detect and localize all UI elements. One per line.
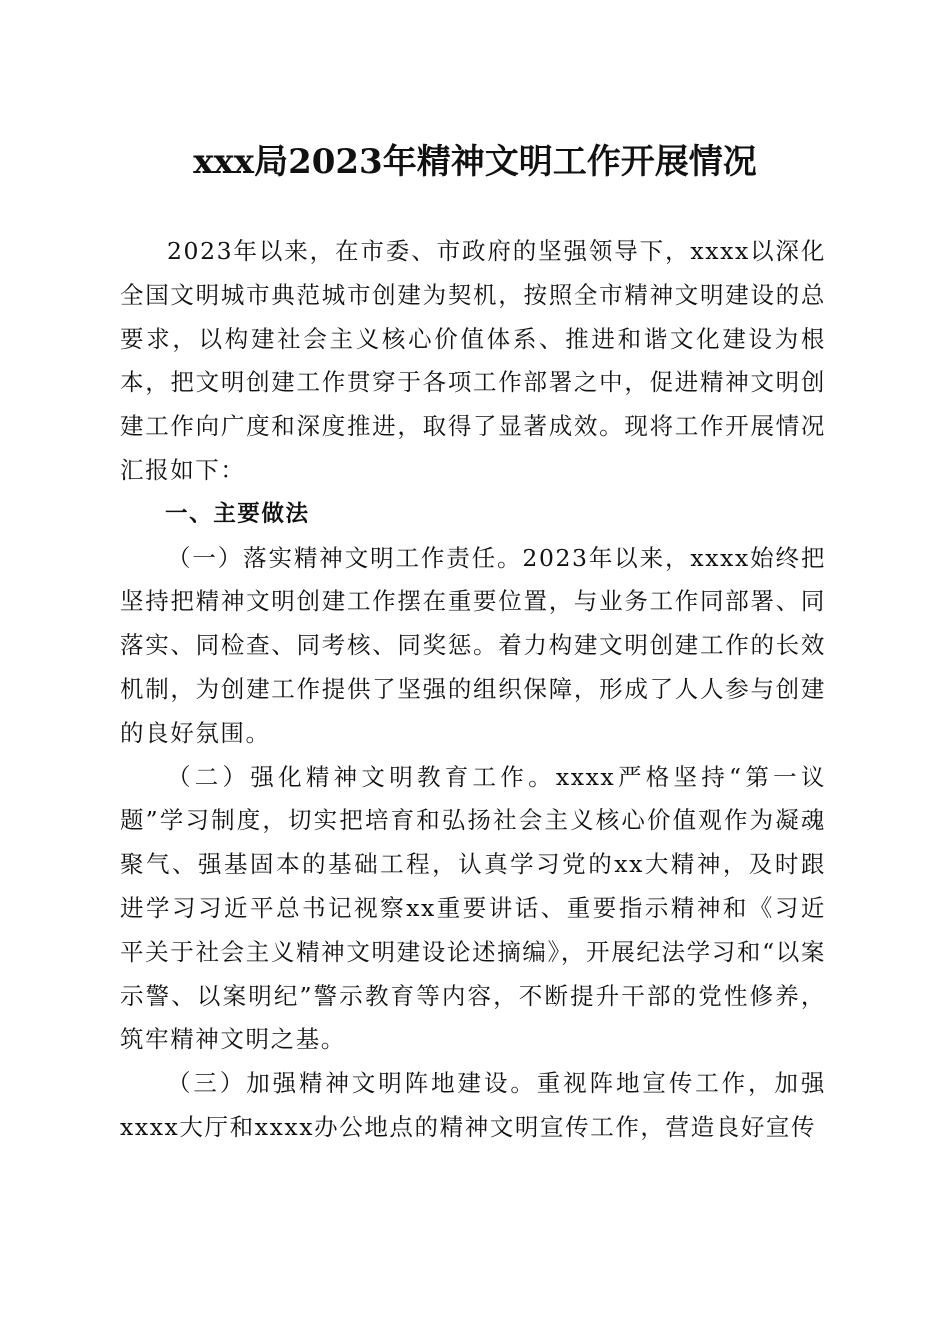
subsection-heading-3: （三）加强精神文明阵地建设。 xyxy=(167,1069,537,1098)
subsection-paragraph-2 xyxy=(120,756,826,1063)
subsection-heading-2: （二）强化精神文明教育工作。 xyxy=(167,762,556,791)
subsection-text-2: xxxx严格坚持“第一议题”学习制度，切实把培育和弘扬社会主义核心价值观作为凝魂聚气、强基固本的基础工程，认真学习党的xx大精神，及时跟进学习习近平总书记视察xx重要讲话、重要指示精神和《习近平关于社会主义精神文明建设论述摘编》，开展纪法学习和“以案示警、以案明纪”警示教育等内容，不断提升干部的党性修养，筑牢精神文明之基。 xyxy=(120,762,826,1054)
subsection-heading-1: （一）落实精神文明工作责任。 xyxy=(167,543,523,572)
document-body xyxy=(120,230,826,1150)
document-title: xxx局2023年精神文明工作开展情况 xyxy=(193,142,757,182)
subsection-paragraph-3 xyxy=(120,1062,826,1150)
subsection-text-1: 2023年以来，xxxx始终把坚持把精神文明创建工作摆在重要位置，与业务工作同部署、同落实、同检查、同考核、同奖惩。着力构建文明创建工作的长效机制，为创建工作提供了坚强的组织保障，形成了人人参与创建的良好氛围。 xyxy=(120,543,826,747)
subsection-text-3: 重视阵地宣传工作，加强xxxx大厅和xxxx办公地点的精神文明宣传工作，营造良好宣传 xyxy=(120,1069,826,1141)
subsection-paragraph-1 xyxy=(120,537,826,756)
section-heading-main-practices: 一、主要做法 xyxy=(165,500,310,527)
intro-paragraph: 2023年以来，在市委、市政府的坚强领导下，xxxx以深化全国文明城市典范城市创建为契机，按照全市精神文明建设的总要求，以构建社会主义核心价值体系、推进和谐文化建设为根本，把文明创建工作贯穿于各项工作部署之中，促进精神文明创建工作向广度和深度推进，取得了显著成效。现将工作开展情况汇报如下： xyxy=(120,237,826,484)
